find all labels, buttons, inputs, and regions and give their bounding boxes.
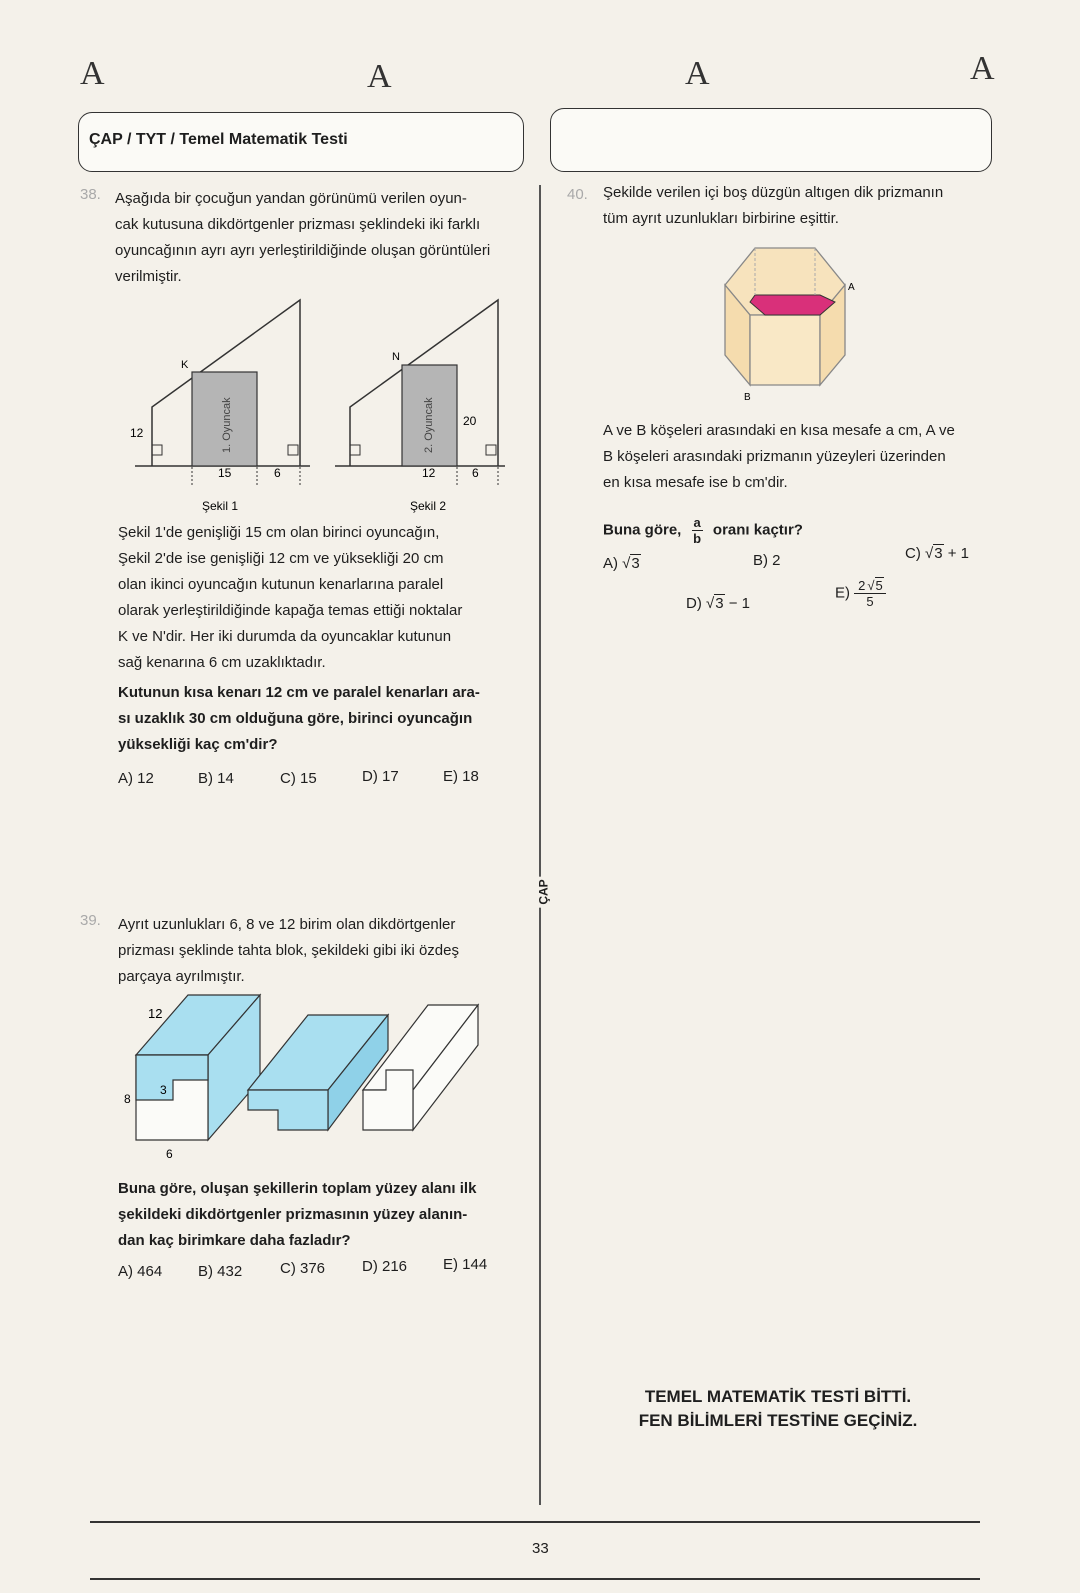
dim-8: 8 [124,1092,131,1106]
corner-k: K [181,359,189,371]
whole-block [124,995,260,1161]
q39-figure [118,990,528,1180]
booklet-letter: A [970,50,995,87]
dim-15: 15 [218,466,232,480]
end-of-test-message: TEMEL MATEMATİK TESTİ BİTTİ. FEN BİLİMLERİ TESTİNE GEÇİNİZ. [638,1387,918,1430]
corner-n: N [392,351,400,363]
q38-figures [120,295,520,525]
q38-question: Kutunun kısa kenarı 12 cm ve paralel kenarları ara- sı uzaklık 30 cm olduğuna göre, birinci oyuncağın yüksekliği kaç cm'dir? [118,684,480,753]
q40-option-d[interactable]: D) √3 − 1 [686,595,751,612]
q39-intro: Ayrıt uzunlukları 6, 8 ve 12 birim olan dikdörtgenler prizması şeklinde tahta blok, şekildeki gibi iki özdeş parçaya ayrılmıştır. [118,916,459,985]
booklet-letter: A [367,58,392,95]
q40-option-e[interactable]: E) $\frac{2 √5}{5}$ [835,578,886,609]
dim-6: 6 [166,1147,173,1161]
dim-12b: 12 [422,466,436,480]
fig2-caption: Şekil 2 [410,499,447,513]
q40-option-c[interactable]: C) √3 + 1 [905,545,970,562]
q40-option-b[interactable]: B) 2 [753,552,781,569]
header-box-left [78,112,524,172]
q39-option-c[interactable]: C) 376 [280,1260,326,1277]
q38-option-c[interactable]: C) 15 [280,770,317,787]
q38-option-e[interactable]: E) 18 [443,768,479,785]
q38-option-d[interactable]: D) 17 [362,768,399,785]
test-title: ÇAP / TYT / Temel Matematik Testi [89,131,348,148]
toy-1-label: 1. Oyuncak [221,397,233,453]
figure-2 [335,300,505,513]
question-number: 40. [567,186,588,203]
vertex-a: A [848,282,855,293]
side-label: ÇAP [535,876,553,907]
q40-figure [720,240,880,410]
question-number: 39. [80,912,101,929]
header-box-right [550,108,992,172]
q38-option-b[interactable]: B) 14 [198,770,234,787]
q39-option-d[interactable]: D) 216 [362,1258,408,1275]
toy-2-label: 2. Oyuncak [423,397,435,453]
q38-option-a[interactable]: A) 12 [118,770,154,787]
q39-option-a[interactable]: A) 464 [118,1263,163,1280]
q38-intro: Aşağıda bir çocuğun yandan görünümü verilen oyun- cak kutusuna dikdörtgenler prizması şeklindeki iki farklı oyuncağının ayrı ayrı yerleştirildiğinde oluşan görüntüleri verilmiştir. [115,190,491,285]
vertex-b: B [744,392,751,403]
booklet-letter: A [685,55,710,92]
page-number: 33 [532,1540,549,1557]
q39-question: Buna göre, oluşan şekillerin toplam yüzey alanı ilk şekildeki dikdörtgenler prizmasının yüzey alanın- dan kaç birimkare daha fazladır? [118,1180,477,1249]
q40-intro: Şekilde verilen içi boş düzgün altıgen dik prizmanın tüm ayrıt uzunlukları birbirine eşittir. [603,184,944,227]
dim-12: 12 [148,1006,163,1021]
dim-6b: 6 [472,466,479,480]
fig1-caption: Şekil 1 [202,499,239,513]
q40-body: A ve B köşeleri arasındaki en kısa mesafe a cm, A ve B köşeleri arasındaki prizmanın yüzeyleri üzerinden en kısa mesafe ise b cm'dir. [603,422,955,491]
footer-rule [90,1521,980,1523]
figure-1 [130,300,310,513]
footer-rule-bottom [90,1578,980,1580]
booklet-letter: A [80,55,105,92]
dim-3: 3 [160,1083,167,1097]
q38-body: Şekil 1'de genişliği 15 cm olan birinci oyuncağın, Şekil 2'de ise genişliği 12 cm ve yüksekliği 20 cm olan ikinci oyuncağın kutunun kenarlarına paralel olarak yerleştirildiğinde kapağa temas ettiği noktalar K ve N'dir. Her iki durumda da oyuncaklar kutunun sağ kenarına 6 cm uzaklıktadır. [118,524,463,671]
question-number: 38. [80,186,101,203]
q39-option-b[interactable]: B) 432 [198,1263,243,1280]
q40-question: Buna göre, $\frac{a}{b}$ oranı kaçtır? [603,515,803,546]
q39-option-e[interactable]: E) 144 [443,1256,488,1273]
dim-20: 20 [463,414,477,428]
q40-option-a[interactable]: A) √3 [603,555,640,572]
column-divider [539,185,541,1505]
dim-6: 6 [274,466,281,480]
dim-12: 12 [130,426,144,440]
